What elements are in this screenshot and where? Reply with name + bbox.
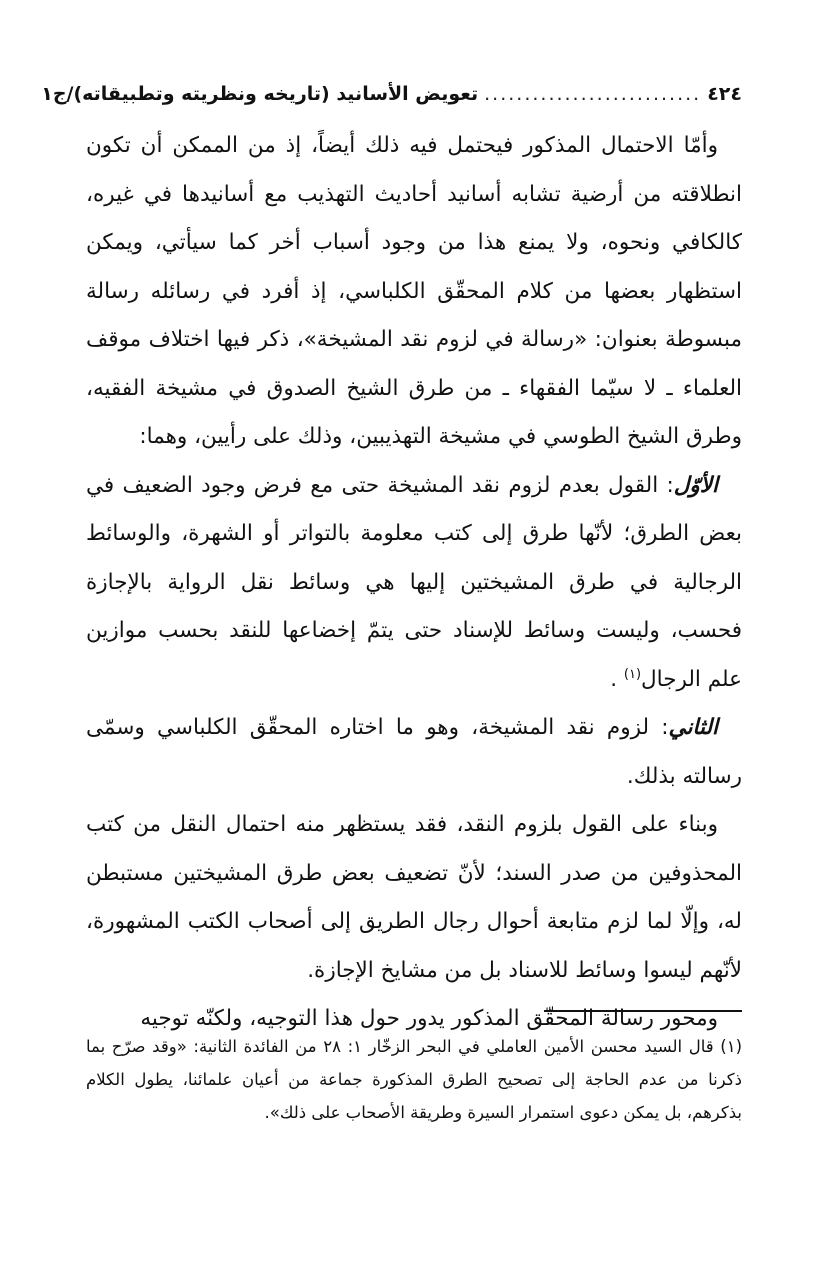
- page-number: ٤٢٤: [707, 83, 742, 105]
- main-text: [86, 122, 742, 1044]
- page-header: [41, 74, 742, 114]
- paragraph-consequence: وبناء على القول بلزوم النقد، فقد يستظهر منه احتمال النقل من كتب المحذوفين من صدر السند؛ لأنّ تضعيف بعض طرق المشيختين مستبطن له، وإلّا لما لزم متابعة أحوال رجال الطريق إلى أصحاب الكتب المشهورة، لأنّهم ليسوا وسائط للاسناد بل من مشايخ الإجازة.: [86, 812, 742, 983]
- header-leader-dots: ...........................: [484, 83, 702, 105]
- paragraph-second-view: [86, 704, 742, 801]
- running-title: تعويض الأسانيد (تاريخه ونظريته وتطبيقاته)/ج١: [41, 83, 479, 105]
- footnote-separator: [544, 1010, 742, 1012]
- footnote-reference[interactable]: (١): [623, 666, 642, 682]
- paragraph-first-view: [86, 462, 742, 705]
- second-view-text: : لزوم نقد المشيخة، وهو ما اختاره المحقّق الكلباسي وسمّى رسالته بذلك.: [86, 715, 742, 789]
- footnote-text: (١) قال السيد محسن الأمين العاملي في البحر الزخّار ١: ٢٨ من الفائدة الثانية: «وقد صرّح بما ذكرنا من عدم الحاجة إلى تصحيح الطرق المذكورة جماعة من أعيان علمائنا، يطول الكلام بذكرهم، بل يمكن دعوى استمرار السيرة وطريقة الأصحاب على ذلك».: [86, 1037, 742, 1122]
- first-view-term: الأوّل: [673, 472, 718, 498]
- paragraph-intro: وأمّا الاحتمال المذكور فيحتمل فيه ذلك أيضاً، إذ من الممكن أن تكون انطلاقته من أرضية تشابه أسانيد أحاديث التهذيب مع أسانيدها في غيره، كالكافي ونحوه، ولا يمنع هذا من وجود أسباب أخر كما سيأتي، ويمكن استظهار بعضها من كلام المحقّق الكلباسي، إذ أفرد في رسائله رسالة مبسوطة بعنوان: «رسالة في لزوم نقد المشيخة»، ذكر فيها اختلاف موقف العلماء ـ لا سيّما الفقهاء ـ من طرق الشيخ الصدوق في مشيخة الفقيه، وطرق الشيخ الطوسي في مشيخة التهذيبين، وذلك على رأيين، وهما:: [86, 133, 742, 449]
- first-view-text: : القول بعدم لزوم نقد المشيخة حتى مع فرض وجود الضعيف في بعض الطرق؛ لأنّها طرق إلى كتب معلومة بالتواتر أو الشهرة، والوسائط الرجالية في طرق المشيختين إليها هي وسائط نقل الرواية بالإجازة فحسب، وليست وسائط للإسناد حتى يتمّ إخضاعها للنقد بحسب موازين علم الرجال: [86, 472, 742, 692]
- first-view-end: .: [610, 666, 624, 692]
- footnote: [86, 1030, 742, 1129]
- second-view-term: الثاني: [668, 715, 718, 740]
- paragraph-continuation: ومحور رسالة المحقّق المذكور يدور حول هذا التوجيه، ولكنّه توجيه: [140, 1006, 718, 1031]
